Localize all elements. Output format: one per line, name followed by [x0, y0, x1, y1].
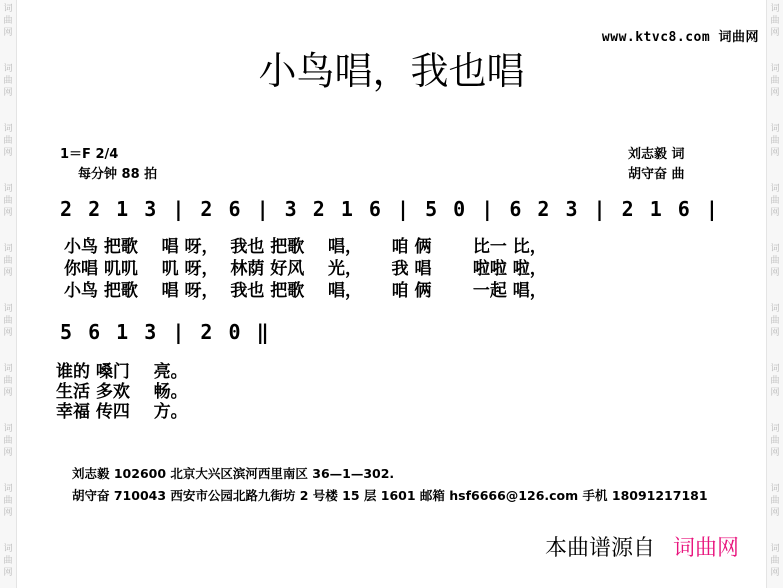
watermark-char: 词 — [770, 244, 780, 254]
watermark-char: 词 — [770, 364, 780, 374]
watermark-char: 曲 — [770, 556, 780, 566]
watermark-char: 曲 — [770, 16, 780, 26]
watermark-char: 网 — [770, 28, 780, 38]
watermark-char: 曲 — [3, 256, 13, 266]
tempo: 每分钟 88 拍 — [78, 167, 158, 182]
watermark-char: 网 — [3, 208, 13, 218]
watermark-char: 曲 — [3, 76, 13, 86]
watermark-char: 网 — [3, 88, 13, 98]
watermark-char: 网 — [3, 388, 13, 398]
watermark-char: 词 — [770, 64, 780, 74]
notation-line-2: 5 6 1 3 | 2 0 ‖ — [60, 320, 271, 344]
watermark-char: 网 — [770, 388, 780, 398]
watermark-char: 词 — [770, 184, 780, 194]
watermark-char: 曲 — [3, 16, 13, 26]
lyrics-verse-3-line-1: 小鸟 把歌 唱 呀， 我也 把歌 唱， 咱 俩 一起 唱， — [64, 281, 547, 301]
watermark-char: 网 — [770, 568, 780, 578]
watermark-char: 词 — [3, 124, 13, 134]
watermark-char: 网 — [770, 88, 780, 98]
watermark-char: 词 — [770, 484, 780, 494]
watermark-char: 网 — [3, 148, 13, 158]
watermark-char: 词 — [770, 544, 780, 554]
watermark-char: 词 — [3, 64, 13, 74]
watermark-char: 曲 — [770, 256, 780, 266]
watermark-char: 曲 — [3, 196, 13, 206]
watermark-char: 曲 — [770, 196, 780, 206]
watermark-char: 曲 — [3, 556, 13, 566]
site-url: www.ktvc8.com 词曲网 — [601, 30, 759, 45]
lyrics-verse-2-line-1: 你唱 叽叽 叽 呀， 林荫 好风 光， 我 唱 啦啦 啦， — [64, 259, 547, 279]
song-title: 小鸟唱，我也唱 — [258, 49, 525, 93]
watermark-char: 词 — [770, 424, 780, 434]
watermark-char: 网 — [3, 28, 13, 38]
watermark-char: 词 — [3, 244, 13, 254]
lyrics-verse-2-line-2: 生活 多欢 畅。 — [56, 382, 188, 402]
watermark-char: 词 — [3, 184, 13, 194]
watermark-char: 网 — [770, 448, 780, 458]
watermark-char: 曲 — [770, 76, 780, 86]
watermark-char: 曲 — [770, 376, 780, 386]
watermark-char: 词 — [3, 4, 13, 14]
watermark-char: 网 — [3, 508, 13, 518]
lyrics-verse-3-line-2: 幸福 传四 方。 — [56, 402, 188, 422]
watermark-char: 网 — [770, 508, 780, 518]
watermark-char: 曲 — [3, 436, 13, 446]
watermark-char: 网 — [770, 268, 780, 278]
key-signature: 1＝F 2/4 — [60, 147, 119, 162]
watermark-char: 曲 — [770, 496, 780, 506]
watermark-char: 词 — [3, 304, 13, 314]
notation-line-1: 2 2 1 3 | 2 6 | 3 2 1 6 | 5 0 | 6 2 3 | 2 1 6 | — [60, 197, 720, 221]
watermark-char: 网 — [3, 448, 13, 458]
lyrics-verse-1-line-2: 谁的 嗓门 亮。 — [56, 362, 188, 382]
watermark-char: 词 — [770, 124, 780, 134]
watermark-char: 网 — [770, 208, 780, 218]
source-brand: 词曲网 — [672, 536, 739, 561]
watermark-char: 网 — [3, 268, 13, 278]
watermark-char: 曲 — [3, 136, 13, 146]
watermark-char: 曲 — [3, 496, 13, 506]
source-label: 本曲谱源自 — [544, 536, 655, 561]
watermark-char: 曲 — [770, 436, 780, 446]
watermark-char: 曲 — [770, 136, 780, 146]
watermark-char: 曲 — [3, 376, 13, 386]
watermark-char: 网 — [3, 328, 13, 338]
watermark-char: 词 — [770, 4, 780, 14]
watermark-char: 词 — [3, 364, 13, 374]
watermark-char: 词 — [770, 304, 780, 314]
watermark-char: 词 — [3, 424, 13, 434]
watermark-char: 网 — [770, 148, 780, 158]
watermark-char: 网 — [770, 328, 780, 338]
watermark-char: 曲 — [3, 316, 13, 326]
watermark-char: 词 — [3, 544, 13, 554]
watermark-char: 曲 — [770, 316, 780, 326]
source-attribution — [545, 531, 739, 562]
lyricist-credit: 刘志毅 词 — [628, 147, 685, 162]
composer-address: 胡守奋 710043 西安市公园北路九街坊 2 号楼 15 层 1601 邮箱 hsf6666@126.com 手机 18091217181 — [72, 488, 708, 503]
lyricist-address: 刘志毅 102600 北京大兴区滨河西里南区 36—1—302. — [72, 466, 395, 481]
watermark-char: 词 — [3, 484, 13, 494]
watermark-char: 网 — [3, 568, 13, 578]
lyrics-verse-1-line-1: 小鸟 把歌 唱 呀， 我也 把歌 唱， 咱 俩 比一 比， — [64, 237, 547, 257]
composer-credit: 胡守奋 曲 — [628, 167, 685, 182]
